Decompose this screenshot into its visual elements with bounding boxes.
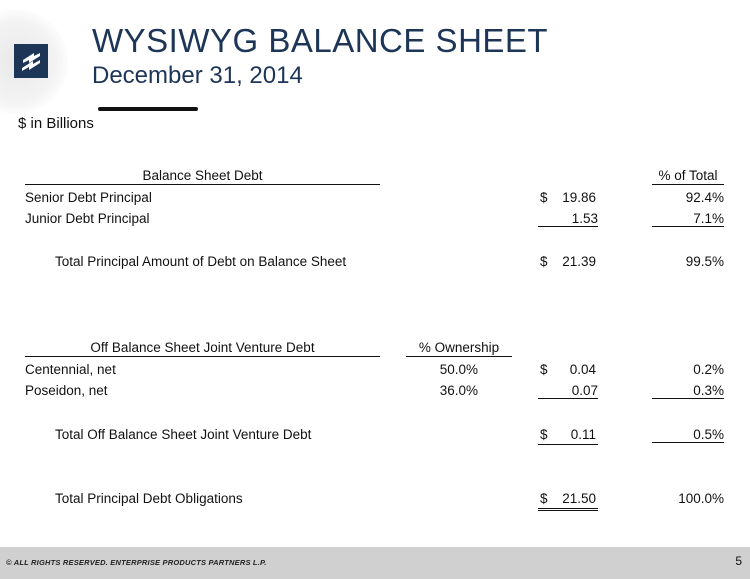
row-label-centennial: Centennial, net: [25, 362, 116, 377]
ownership-heading: % Ownership: [406, 340, 512, 357]
pct-total-heading: % of Total: [652, 168, 724, 185]
pct-total-off: 0.5%: [652, 427, 724, 443]
row-label-poseidon: Poseidon, net: [25, 383, 108, 398]
grand-total-label: Total Principal Debt Obligations: [55, 491, 243, 506]
footer-bar: [0, 547, 750, 579]
balance-sheet-heading: Balance Sheet Debt: [25, 168, 380, 185]
ownership-poseidon: 36.0%: [439, 383, 478, 398]
copyright-text: © ALL RIGHTS RESERVED. ENTERPRISE PRODUCTS PARTNERS L.P.: [6, 558, 267, 567]
currency-total-balance: $: [540, 254, 548, 269]
currency-grand-total: $: [540, 491, 548, 506]
title-divider: [98, 107, 198, 111]
total-balance-label: Total Principal Amount of Debt on Balance Sheet: [55, 254, 347, 269]
off-balance-heading: Off Balance Sheet Joint Venture Debt: [25, 340, 380, 357]
units-label: $ in Billions: [18, 115, 94, 132]
row-label-junior: Junior Debt Principal: [25, 211, 150, 226]
page-subtitle: December 31, 2014: [92, 62, 303, 89]
currency-senior: $: [540, 190, 548, 205]
amount-total-off: 0.11: [570, 427, 596, 442]
amount-grand-total: 21.50: [562, 491, 596, 506]
amount-junior: 1.53: [538, 211, 598, 227]
amount-centennial: 0.04: [569, 362, 596, 377]
pct-junior: 7.1%: [652, 211, 724, 227]
row-label-senior: Senior Debt Principal: [25, 190, 152, 205]
enterprise-logo-icon: [14, 44, 48, 78]
pct-total-balance: 99.5%: [685, 254, 724, 269]
pct-senior: 92.4%: [685, 190, 724, 205]
pct-centennial: 0.2%: [693, 362, 724, 377]
amount-poseidon: 0.07: [538, 383, 598, 399]
currency-total-off: $: [540, 427, 548, 442]
pct-grand-total: 100.0%: [678, 491, 724, 506]
total-off-balance-label: Total Off Balance Sheet Joint Venture Debt: [55, 427, 312, 442]
amount-senior: 19.86: [562, 190, 596, 205]
ownership-centennial: 50.0%: [439, 362, 478, 377]
pct-poseidon: 0.3%: [652, 383, 724, 399]
currency-centennial: $: [540, 362, 548, 377]
page-number: 5: [735, 554, 742, 568]
page-title: WYSIWYG BALANCE SHEET: [92, 22, 549, 59]
amount-total-balance: 21.39: [562, 254, 596, 269]
